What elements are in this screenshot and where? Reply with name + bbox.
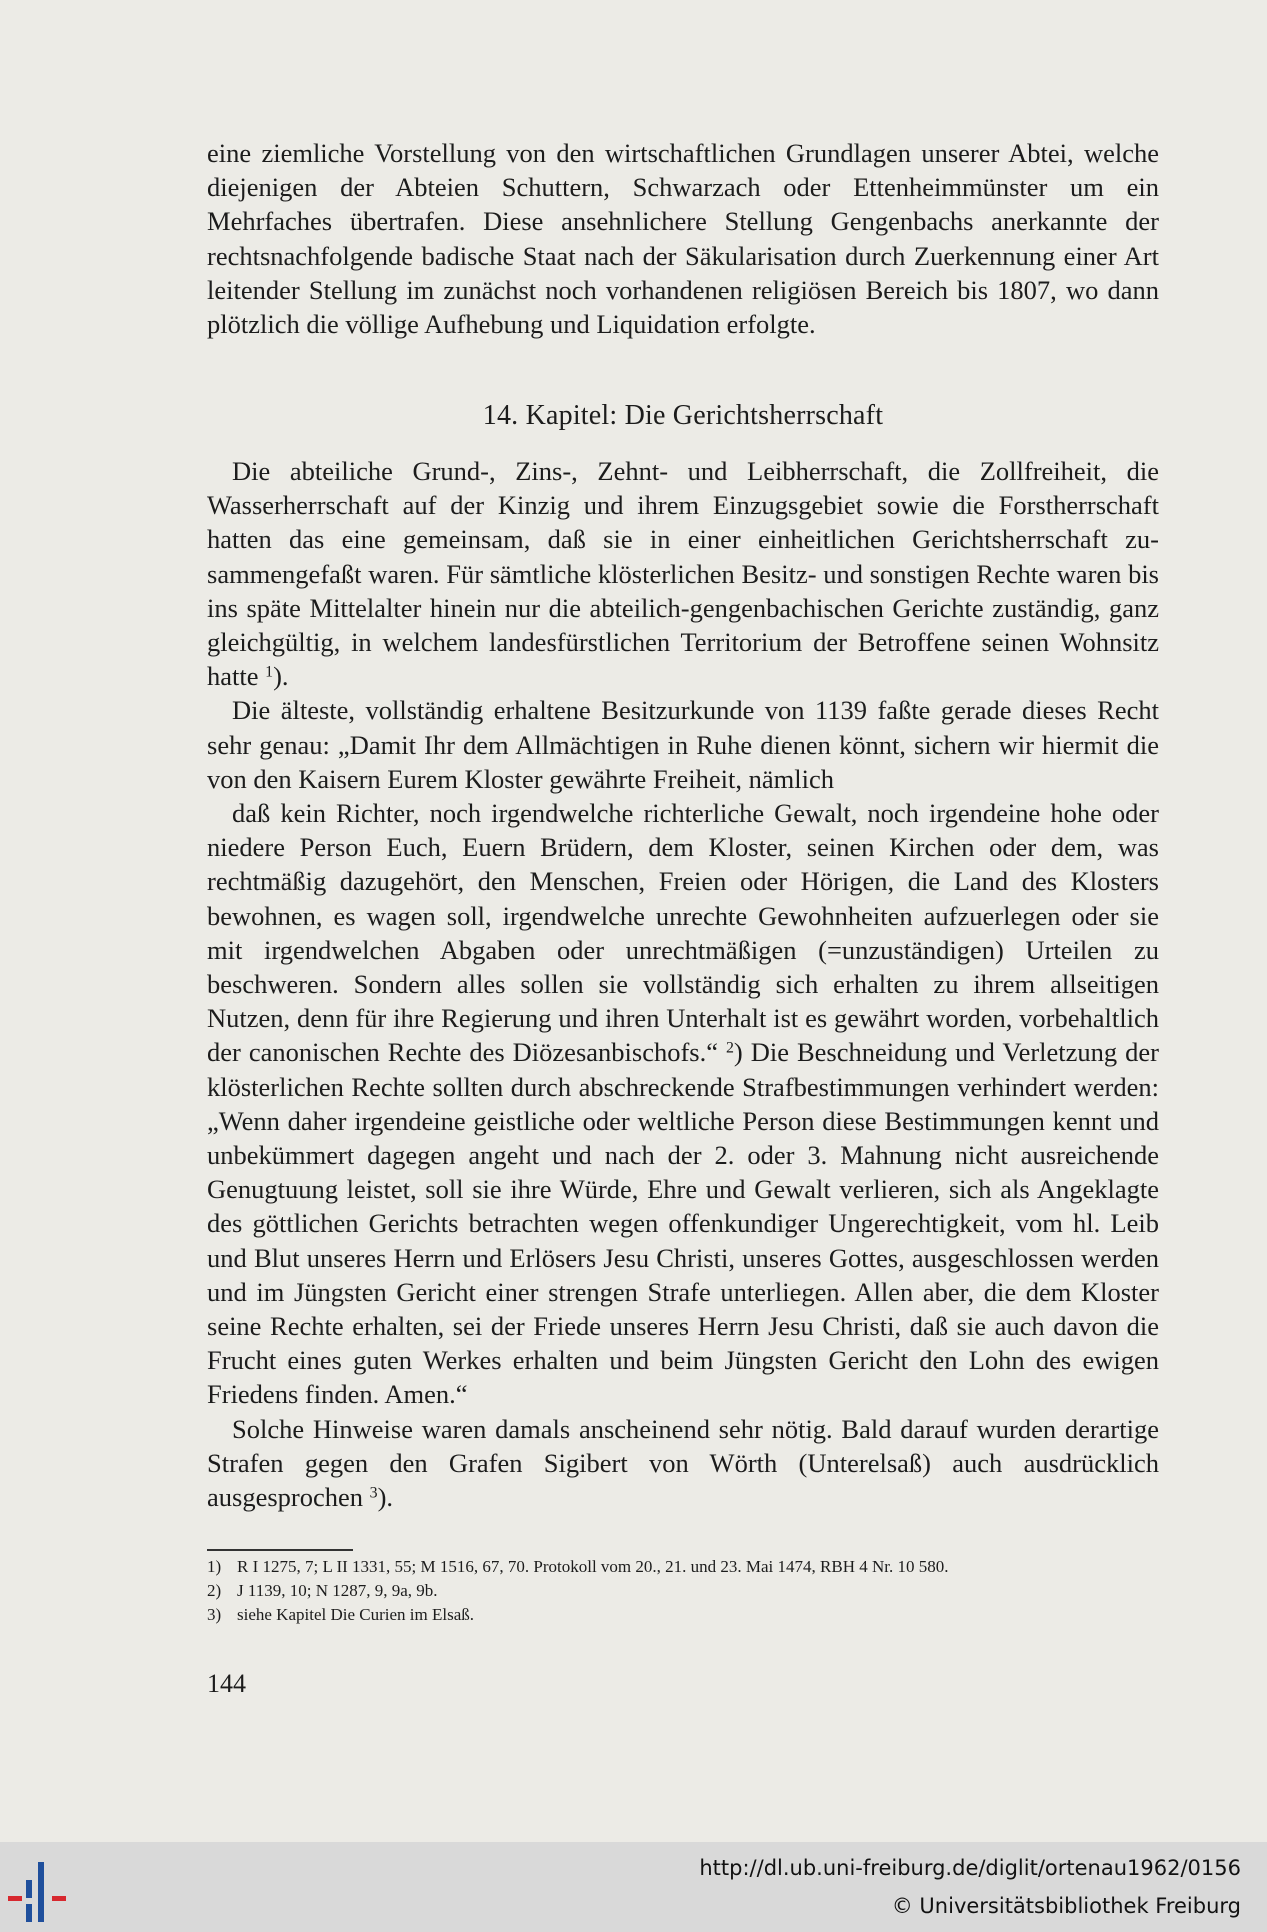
footnote-number: 2) bbox=[207, 1581, 222, 1600]
footnote-divider bbox=[207, 1549, 353, 1551]
document-url-link[interactable]: http://dl.ub.uni-freiburg.de/diglit/ortenau1962/0156 bbox=[699, 1856, 1241, 1880]
footnote-text: J 1139, 10; N 1287, 9, 9a, 9b. bbox=[237, 1581, 438, 1600]
footnote-text: siehe Kapitel Die Curien im Elsaß. bbox=[237, 1605, 474, 1624]
footnote-3 bbox=[207, 1603, 1159, 1627]
intro-paragraph: eine ziemliche Vorstellung von den wirtschaftlichen Grundlagen unserer Abtei, welche diejenigen der Abteien Schuttern, Schwarzach oder Ettenheimmünster um ein Mehrfaches übertrafen. Diese ansehnlichere Stellung Gengenbachs anerkannte der rechtsnachfolgende badische Staat nach der Säkularisation durch Zuerkennung einer Art leitender Stellung im zunächst noch vorhandenen religiösen Bereich bis 1807, wo dann plötzlich die völlige Aufhebung und Liquidation erfolgte. bbox=[207, 138, 1159, 340]
intro-paragraph-block bbox=[207, 136, 1159, 341]
chapter-body bbox=[207, 454, 1159, 1514]
footnote-ref-1[interactable]: 1 bbox=[265, 663, 274, 681]
footnotes bbox=[207, 1555, 1159, 1627]
paragraph-4 bbox=[207, 1412, 1159, 1515]
paragraph-4-end: ). bbox=[377, 1482, 394, 1513]
paragraph-3-continuation: ) Die Beschneidung und Verletzung der klösterlichen Rechte sollten durch abschreckende Strafbestimmungen verhindert werden: „Wenn daher irgendeine geistliche oder weltliche Person diese Bestimmungen kennt und unbekümmert dagegen angeht und nach der 2. oder 3. Mahnung nicht ausreichende Genugtuung leistet, soll sie ihre Würde, Ehre und Gewalt verlieren, sich als Angeklagte des göttlichen Gerichts betrachten wegen offenkundiger Ungerechtigkeit, vom hl. Leib und Blut unseres Herrn und Erlösers Jesu Christi, unseres Gottes, ausgeschlossen werden und im Jüngsten Gericht einer strengen Strafe unterliegen. Allen aber, die dem Kloster seine Rechte erhalten, sei der Friede unseres Herrn Jesu Christi, daß sie auch davon die Frucht eines guten Werkes erhalten und beim Jüngsten Gericht den Lohn des ewigen Friedens finden. Amen.“ bbox=[207, 1037, 1159, 1410]
footnote-2 bbox=[207, 1579, 1159, 1603]
footnote-number: 1) bbox=[207, 1557, 222, 1576]
paragraph-1-end: ). bbox=[273, 661, 289, 692]
paragraph-1-text: Die abteiliche Grund-, Zins-, Zehnt- und Leibherrschaft, die Zollfreiheit, die Wasserherrschaft auf der Kinzig und ihrem Einzugsgebiet sowie die Forstherrschaft hatten das eine gemeinsam, daß sie in einer einheitlichen Gerichtsherrschaft zusammengefaßt waren. Für sämtliche klösterlichen Besitz- und sonstigen Rechte waren bis ins späte Mittelalter hinein nur die abteilich-gengenbachischen Gerichte zuständig, ganz gleichgültig, in welchem landesfürstlichen Territorium der Betroffene seinen Wohnsitz hatte bbox=[207, 456, 1159, 692]
footnote-ref-3[interactable]: 3 bbox=[369, 1484, 378, 1502]
paragraph-2: Die älteste, vollständig erhaltene Besitzurkunde von 1139 faßte gerade dieses Recht sehr genau: „Damit Ihr dem Allmächtigen in Ruhe dienen könnt, sichern wir hiermit die von den Kaisern Eurem Kloster gewährte Freiheit, nämlich bbox=[207, 695, 1159, 794]
viewer-footer bbox=[0, 1842, 1267, 1932]
chapter-heading: 14. Kapitel: Die Gerichtsherrschaft bbox=[482, 400, 884, 431]
paragraph-3-text: daß kein Richter, noch irgendwelche richterliche Gewalt, noch irgendeine hohe oder niedere Person Euch, Euern Brüdern, dem Kloster, seinen Kirchen oder dem, was rechtmäßig dazugehört, den Menschen, Freien oder Hörigen, die Land des Klosters bewohnen, es wagen soll, irgendwelche unrechte Gewohnheiten aufzuerlegen oder sie mit irgendwelchen Abgaben oder unrechtmäßigen (=unzuständigen) Urteilen zu beschweren. Sondern alles sollen sie vollständig sich erhalten zu ihrem allseitigen Nutzen, denn für ihre Regierung und ihren Unterhalt ist es gewährt worden, vorbehaltlich der canonischen Rechte des Diözesanbischofs.“ bbox=[207, 798, 1159, 1068]
footnote-ref-2[interactable]: 2 bbox=[725, 1039, 734, 1057]
footnote-number: 3) bbox=[207, 1605, 222, 1624]
footnote-text: R I 1275, 7; L II 1331, 55; M 1516, 67, 70. Protokoll vom 20., 21. und 23. Mai 1474, RBH 4 Nr. 10 580. bbox=[237, 1557, 949, 1576]
page-number: 144 bbox=[207, 1669, 246, 1698]
copyright-notice: © Universitätsbibliothek Freiburg bbox=[891, 1894, 1241, 1918]
paragraph-4-text: Solche Hinweise waren damals anscheinend sehr nötig. Bald darauf wurden derartige Strafen gegen den Grafen Sigibert von Wörth (Unterelsaß) auch ausdrücklich ausgesprochen bbox=[207, 1413, 1159, 1513]
ub-freiburg-logo-icon[interactable] bbox=[8, 1852, 78, 1926]
footnote-1 bbox=[207, 1555, 1159, 1579]
paragraph-1 bbox=[207, 454, 1159, 693]
paragraph-3-quote bbox=[207, 796, 1159, 1412]
